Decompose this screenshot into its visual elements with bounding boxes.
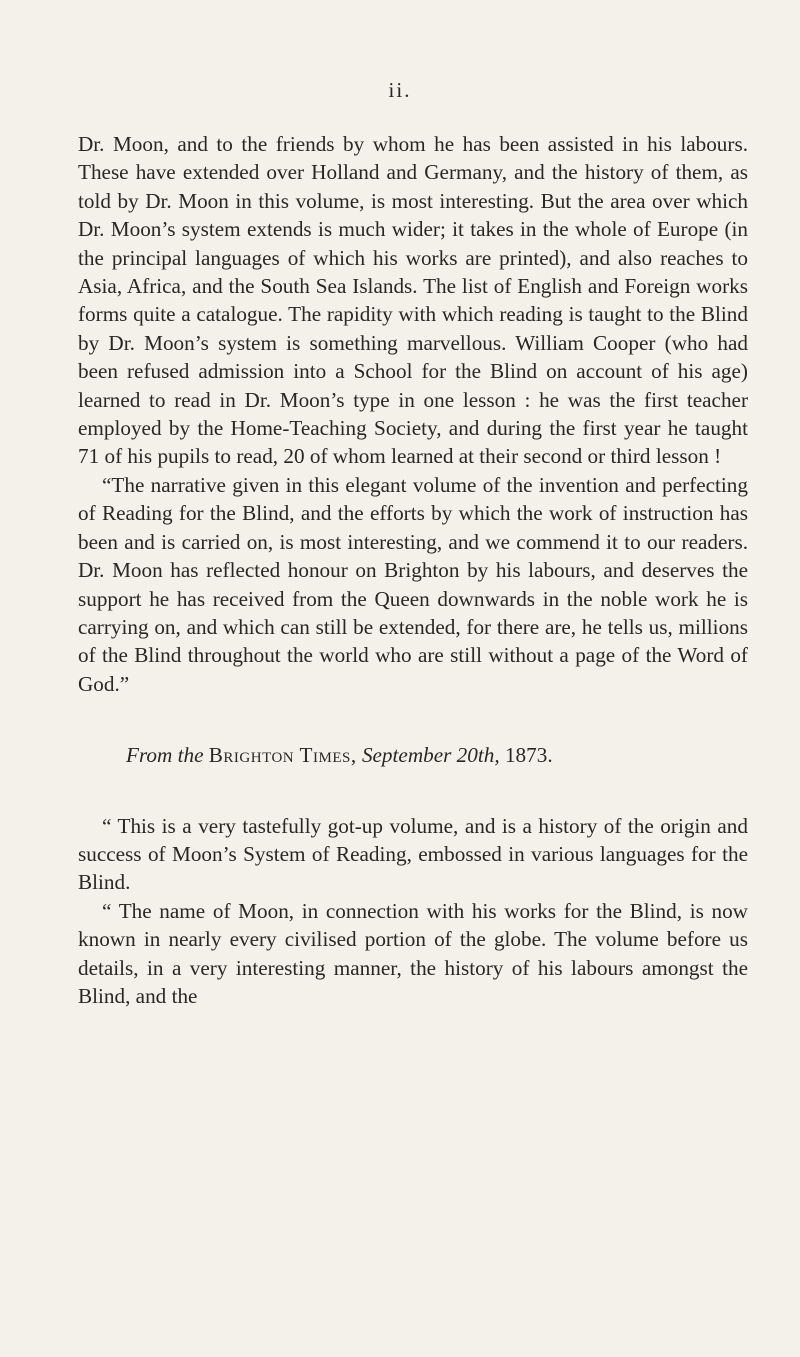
paragraph-2: “The narrative given in this elegant volume of the invention and perfecting of Reading for the Blind, and the efforts by which the work of instruction has been and is carried on, is most interesting, and we commend it to our readers. Dr. Moon has reflected honour on Brighton by his labours, and deserves the support he has received from the Queen downwards in the noble work he is carrying on, and which can still be extended, for there are, he tells us, millions of the Blind throughout the world who are still without a page of the Word of God.”	[78, 472, 748, 696]
page-number: ii.	[388, 78, 412, 102]
source-from: From the	[126, 743, 204, 768]
source-year: 1873.	[504, 743, 553, 768]
source-citation	[126, 741, 748, 769]
paragraph-3: “ This is a very tastefully got-up volume, and is a history of the origin and success of Moon’s System of Reading, embossed in various languages for the Blind.	[78, 813, 748, 895]
page-body	[78, 130, 748, 1010]
source-paper: Brighton Times,	[208, 743, 357, 768]
source-date: September 20th,	[361, 743, 500, 768]
paragraph-4: “ The name of Moon, in connection with his works for the Blind, is now known in nearly every civilised portion of the globe. The volume before us details, in a very interesting manner, the history of his labours amongst the Blind, and the	[78, 898, 748, 1008]
paragraph-1: Dr. Moon, and to the friends by whom he has been assisted in his labours. These have extended over Holland and Germany, and the history of them, as told by Dr. Moon in this volume, is most interesting. But the area over which Dr. Moon’s system extends is much wider; it takes in the whole of Europe (in the principal languages of which his works are printed), and also reaches to Asia, Africa, and the South Sea Islands. The list of English and Foreign works forms quite a catalogue. The rapidity with which reading is taught to the Blind by Dr. Moon’s system is something marvellous. William Cooper (who had been refused admission into a School for the Blind on account of his age) learned to read in Dr. Moon’s type in one lesson : he was the first teacher employed by the Home-Teaching Society, and during the first year he taught 71 of his pupils to read, 20 of whom learned at their second or third lesson !	[78, 132, 748, 469]
